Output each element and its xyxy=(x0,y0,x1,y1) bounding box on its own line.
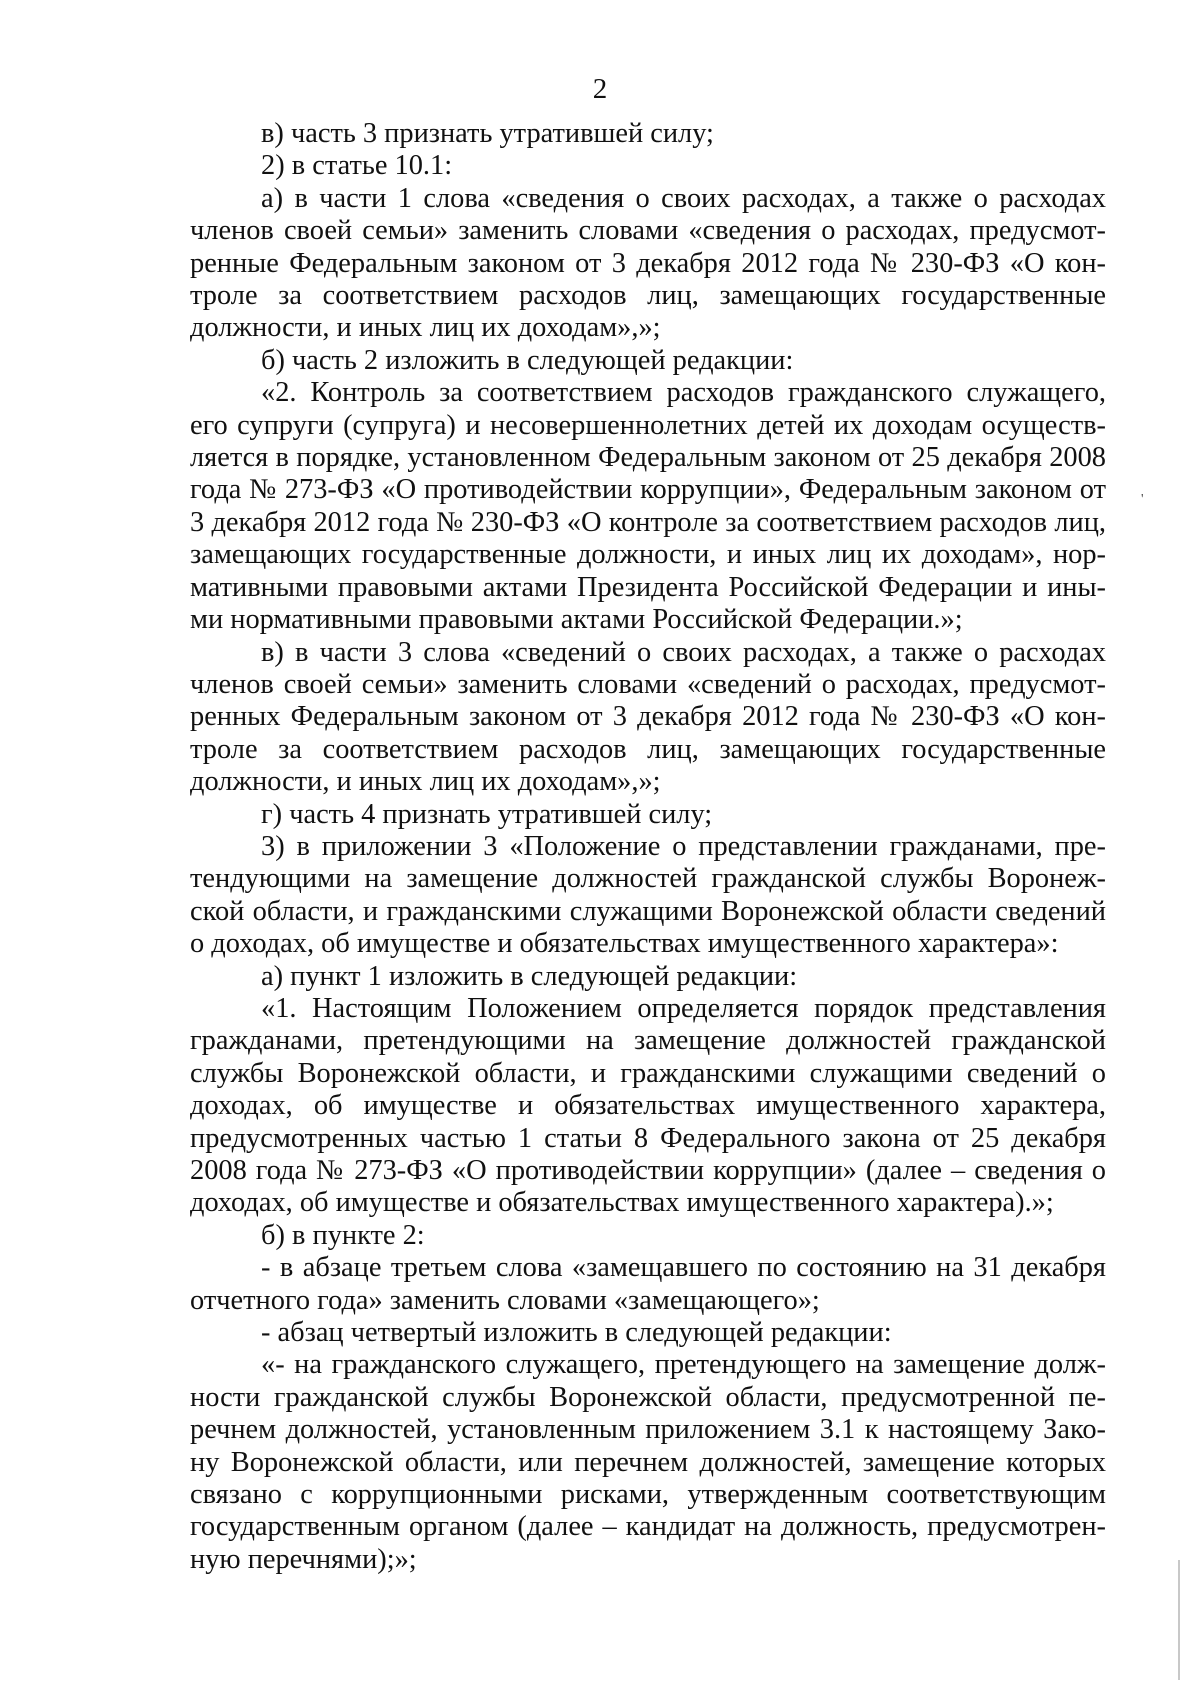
document-body xyxy=(190,118,1106,1576)
paragraph: г) часть 4 признать утратившей силу; xyxy=(261,798,713,830)
paragraph: б) часть 2 изложить в следующей редакции: xyxy=(261,344,794,376)
paragraph: 2) в статье 10.1: xyxy=(261,150,453,182)
paragraph: в) часть 3 признать утратившей силу; xyxy=(261,118,714,149)
paragraph: 3) в приложении 3 «Положение о представлении гражданами, претендующими на замещение должностей гражданской службы Воронежской области, и гражданскими служащими Воронежской области сведений о доходах, об имуществе и обязательствах имущественного характера»: xyxy=(190,830,1106,960)
page-number: 2 xyxy=(592,73,608,105)
paragraph: «2. Контроль за соответствием расходов гражданского служащего, его супруги (супруга) и несовершеннолетних детей их доходам осуществляется в порядке, установленном Федеральным законом от 25 декабря 2008 года № 273-ФЗ «О противодействии коррупции», Федеральным законом от 3 декабря 2012 года № 230-ФЗ «О контроле за соответствием расходов лиц, замещающих государственные должности, и иных лиц их доходам», нормативными правовыми актами Президента Российской Федерации и иными нормативными правовыми актами Российской Федерации.»; xyxy=(190,377,1106,636)
paragraph: - в абзаце третьем слова «замещавшего по состоянию на 31 декабря отчетного года» заменить словами «замещающего»; xyxy=(190,1252,1106,1316)
paragraph: б) в пункте 2: xyxy=(261,1219,425,1251)
paragraph: «- на гражданского служащего, претендующего на замещение должности гражданской службы Воронежской области, предусмотренной перечнем должностей, установленным приложением 3.1 к настоящему Закону Воронежской области, или перечнем должностей, замещение которых связано с коррупционными рисками, утвержденным соответствующим государственным органом (далее – кандидат на должность, предусмотренную перечнями);»; xyxy=(190,1349,1106,1575)
paragraph: а) в части 1 слова «сведения о своих расходах, а также о расходах членов своей семьи» заменить словами «сведения о расходах, предусмотренные Федеральным законом от 3 декабря 2012 года № 230-ФЗ «О контроле за соответствием расходов лиц, замещающих государственные должности, и иных лиц их доходам»,»; xyxy=(190,182,1106,344)
paragraph: а) пункт 1 изложить в следующей редакции: xyxy=(261,960,798,992)
scan-speck: ' xyxy=(1141,492,1144,507)
paragraph: - абзац четвертый изложить в следующей редакции: xyxy=(261,1317,892,1349)
paragraph: в) в части 3 слова «сведений о своих расходах, а также о расходах членов своей семьи» заменить словами «сведений о расходах, предусмотренных Федеральным законом от 3 декабря 2012 года № 230-ФЗ «О контроле за соответствием расходов лиц, замещающих государственные должности, и иных лиц их доходам»,»; xyxy=(190,636,1106,798)
scan-edge-line xyxy=(1178,1560,1180,1680)
paragraph: «1. Настоящим Положением определяется порядок представления гражданами, претендующими на замещение должностей гражданской службы Воронежской области, и гражданскими служащими сведений о доходах, об имуществе и обязательствах имущественного характера, предусмотренных частью 1 статьи 8 Федерального закона от 25 декабря 2008 года № 273-ФЗ «О противодействии коррупции» (далее – сведения о доходах, об имуществе и обязательствах имущественного характера).»; xyxy=(190,992,1106,1219)
